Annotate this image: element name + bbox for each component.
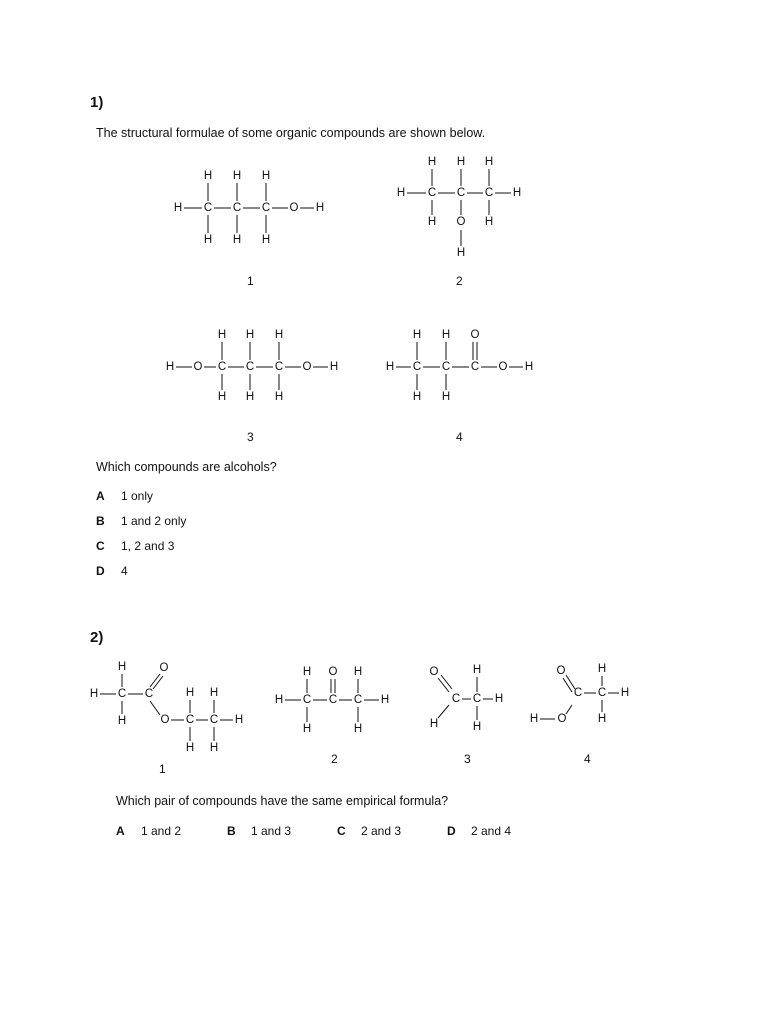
atom-h: H xyxy=(261,234,271,246)
atom-h: H xyxy=(353,666,363,678)
atom-h: H xyxy=(353,723,363,735)
bond xyxy=(438,705,449,718)
atom-c: C xyxy=(451,693,461,705)
atom-c: C xyxy=(302,694,312,706)
molecule-q1-2 xyxy=(392,152,532,264)
atom-h: H xyxy=(396,187,406,199)
option-letter: C xyxy=(96,539,105,553)
option-text: 1, 2 and 3 xyxy=(121,539,175,553)
atom-h: H xyxy=(232,170,242,182)
molecule-q2-3 xyxy=(420,660,520,740)
atom-h: H xyxy=(89,688,99,700)
option-1a[interactable] xyxy=(96,487,153,505)
atom-c: C xyxy=(353,694,363,706)
bond xyxy=(150,701,160,715)
option-letter: C xyxy=(337,824,346,838)
atom-h: H xyxy=(441,329,451,341)
atom-h: H xyxy=(429,718,439,730)
molecule-q2-2 xyxy=(272,663,397,741)
molecule-q1-2-label: 2 xyxy=(456,274,463,288)
atom-h: H xyxy=(217,391,227,403)
atom-c: C xyxy=(441,361,451,373)
question-1-number: 1) xyxy=(90,94,104,111)
question-1-intro: The structural formulae of some organic compounds are shown below. xyxy=(96,126,486,140)
molecule-q2-1-label: 1 xyxy=(159,762,166,776)
atom-h: H xyxy=(274,694,284,706)
atom-c: C xyxy=(484,187,494,199)
option-letter: B xyxy=(96,514,105,528)
atom-h: H xyxy=(245,329,255,341)
option-2b[interactable] xyxy=(227,822,291,840)
atom-h: H xyxy=(274,391,284,403)
bond xyxy=(150,674,160,687)
atom-h: H xyxy=(472,721,482,733)
option-letter: A xyxy=(96,489,105,503)
atom-o: O xyxy=(470,329,480,341)
atom-h: H xyxy=(597,663,607,675)
atom-o: O xyxy=(193,361,203,373)
option-text: 1 only xyxy=(121,489,154,503)
atom-o: O xyxy=(557,713,567,725)
atom-h: H xyxy=(232,234,242,246)
option-text: 1 and 3 xyxy=(251,824,292,838)
atom-c: C xyxy=(427,187,437,199)
atom-h: H xyxy=(203,170,213,182)
molecule-q1-1 xyxy=(170,165,340,255)
atom-o: O xyxy=(328,666,338,678)
atom-h: H xyxy=(209,742,219,754)
atom-h: H xyxy=(209,687,219,699)
atom-c: C xyxy=(209,714,219,726)
atom-h: H xyxy=(472,664,482,676)
question-2-number: 2) xyxy=(90,629,104,646)
atom-c: C xyxy=(328,694,338,706)
atom-o: O xyxy=(498,361,508,373)
option-text: 1 and 2 xyxy=(141,824,182,838)
atom-h: H xyxy=(427,156,437,168)
molecule-q1-3-label: 3 xyxy=(247,430,254,444)
molecule-q1-3 xyxy=(160,324,350,408)
atom-h: H xyxy=(484,156,494,168)
molecule-q2-3-bonds xyxy=(438,675,493,720)
atom-c: C xyxy=(217,361,227,373)
option-letter: D xyxy=(447,824,456,838)
atom-c: C xyxy=(597,687,607,699)
atom-h: H xyxy=(234,714,244,726)
question-1-prompt: Which compounds are alcohols? xyxy=(96,460,277,474)
molecule-q2-2-label: 2 xyxy=(331,752,338,766)
atom-c: C xyxy=(117,688,127,700)
atom-h: H xyxy=(329,361,339,373)
atom-c: C xyxy=(144,688,154,700)
atom-h: H xyxy=(529,713,539,725)
bond xyxy=(566,705,572,714)
option-text: 1 and 2 only xyxy=(121,514,187,528)
atom-h: H xyxy=(456,247,466,259)
atom-c: C xyxy=(456,187,466,199)
atom-c: C xyxy=(412,361,422,373)
atom-h: H xyxy=(456,156,466,168)
atom-c: C xyxy=(185,714,195,726)
atom-h: H xyxy=(380,694,390,706)
atom-o: O xyxy=(429,666,439,678)
bond xyxy=(438,678,449,692)
atom-h: H xyxy=(165,361,175,373)
option-2a[interactable] xyxy=(116,822,181,840)
atom-h: H xyxy=(512,187,522,199)
option-2c[interactable] xyxy=(337,822,401,840)
atom-h: H xyxy=(185,742,195,754)
molecule-q1-4 xyxy=(381,324,546,408)
option-letter: D xyxy=(96,564,105,578)
atom-h: H xyxy=(524,361,534,373)
option-text: 4 xyxy=(121,564,128,578)
atom-h: H xyxy=(412,329,422,341)
atom-h: H xyxy=(217,329,227,341)
atom-c: C xyxy=(573,687,583,699)
atom-o: O xyxy=(302,361,312,373)
option-2d[interactable] xyxy=(447,822,511,840)
atom-h: H xyxy=(117,661,127,673)
molecule-q2-3-label: 3 xyxy=(464,752,471,766)
atom-h: H xyxy=(427,216,437,228)
atom-o: O xyxy=(556,665,566,677)
atom-c: C xyxy=(472,693,482,705)
atom-h: H xyxy=(494,693,504,705)
atom-h: H xyxy=(173,202,183,214)
atom-h: H xyxy=(302,666,312,678)
option-1c[interactable] xyxy=(96,537,174,555)
bond xyxy=(153,676,163,689)
molecule-q2-1 xyxy=(88,658,263,760)
molecule-q2-4-label: 4 xyxy=(584,752,591,766)
atom-h: H xyxy=(185,687,195,699)
atom-h: H xyxy=(412,391,422,403)
atom-h: H xyxy=(385,361,395,373)
atom-h: H xyxy=(315,202,325,214)
bond xyxy=(441,675,452,689)
option-letter: B xyxy=(227,824,236,838)
atom-h: H xyxy=(441,391,451,403)
atom-o: O xyxy=(160,714,170,726)
molecule-q1-4-label: 4 xyxy=(456,430,463,444)
question-2-prompt: Which pair of compounds have the same empirical formula? xyxy=(116,794,449,808)
option-text: 2 and 4 xyxy=(471,824,512,838)
atom-h: H xyxy=(245,391,255,403)
atom-c: C xyxy=(274,361,284,373)
atom-c: C xyxy=(261,202,271,214)
atom-c: C xyxy=(232,202,242,214)
option-1d[interactable] xyxy=(96,562,128,580)
atom-h: H xyxy=(620,687,630,699)
atom-h: H xyxy=(203,234,213,246)
atom-o: O xyxy=(456,216,466,228)
option-letter: A xyxy=(116,824,125,838)
molecule-q1-2-bonds xyxy=(407,169,511,246)
molecule-q2-4 xyxy=(526,660,641,740)
atom-o: O xyxy=(289,202,299,214)
molecule-q1-1-label: 1 xyxy=(247,274,254,288)
atom-h: H xyxy=(117,715,127,727)
option-text: 2 and 3 xyxy=(361,824,402,838)
atom-h: H xyxy=(597,713,607,725)
bond xyxy=(563,678,572,692)
atom-c: C xyxy=(470,361,480,373)
atom-h: H xyxy=(274,329,284,341)
atom-c: C xyxy=(245,361,255,373)
atom-h: H xyxy=(484,216,494,228)
molecule-q2-1-bonds xyxy=(100,674,233,741)
atom-h: H xyxy=(302,723,312,735)
atom-c: C xyxy=(203,202,213,214)
option-1b[interactable] xyxy=(96,512,186,530)
atom-h: H xyxy=(261,170,271,182)
atom-o: O xyxy=(159,662,169,674)
